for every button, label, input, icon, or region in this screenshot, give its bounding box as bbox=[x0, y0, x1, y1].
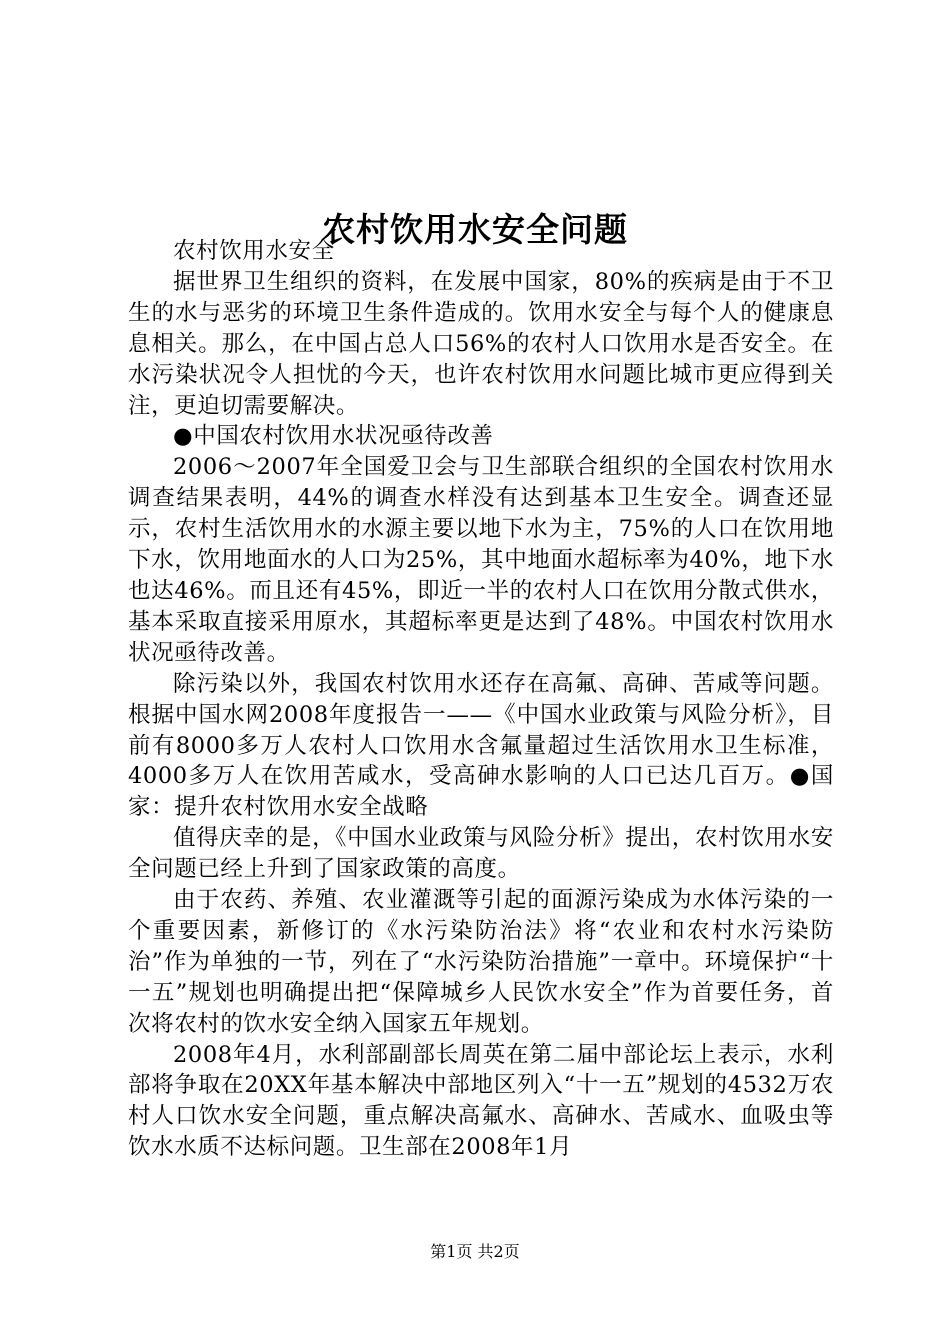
paragraph: 值得庆幸的是，《中国水业政策与风险分析》提出，农村饮用水安全问题已经上升到了国家政策的高度。 bbox=[128, 825, 834, 883]
page-footer: 第1页 共2页 bbox=[430, 1242, 520, 1261]
paragraph: 2006～2007年全国爱卫会与卫生部联合组织的全国农村饮用水调查结果表明，44%的调查水样没有达到基本卫生安全。调查还显示，农村生活饮用水的水源主要以地下水为主，75%的人口在饮用地下水，饮用地面水的人口为25%，其中地面水超标率为40%，地下水也达46%。而且还有45%，即近一半的农村人口在饮用分散式供水，基本采取直接采用原水，其超标率更是达到了48%。中国农村饮用水状况亟待改善。 bbox=[128, 454, 834, 666]
paragraph: 除污染以外，我国农村饮用水还存在高氟、高砷、苦咸等问题。根据中国水网2008年度报告一——《中国水业政策与风险分析》，目前有8000多万人农村人口饮用水含氟量超过生活饮用水卫生标准，4000多万人在饮用苦咸水，受高砷水影响的人口已达几百万。●国家：提升农村饮用水安全战略 bbox=[128, 670, 834, 821]
document-body bbox=[128, 236, 834, 1163]
paragraph: 2008年4月，水利部副部长周英在第二届中部论坛上表示，水利部将争取在20XX年基本解决中部地区列入“十一五”规划的4532万农村人口饮水安全问题，重点解决高氟水、高砷水、苦咸水、血吸虫等饮水水质不达标问题。卫生部在2008年1月 bbox=[128, 1041, 834, 1161]
paragraph: 据世界卫生组织的资料，在发展中国家，80%的疾病是由于不卫生的水与恶劣的环境卫生条件造成的。饮用水安全与每个人的健康息息相关。那么，在中国占总人口56%的农村人口饮用水是否安全。在水污染状况令人担忧的今天，也许农村饮用水问题比城市更应得到关注，更迫切需要解决。 bbox=[128, 268, 834, 419]
section-heading: ●中国农村饮用水状况亟待改善 bbox=[173, 423, 494, 450]
document-title: 农村饮用水安全问题 bbox=[322, 210, 628, 250]
paragraph-subtitle: 农村饮用水安全 bbox=[173, 238, 335, 264]
paragraph: 由于农药、养殖、农业灌溉等引起的面源污染成为水体污染的一个重要因素，新修订的《水污染防治法》将“农业和农村水污染防治”作为单独的一节，列在了“水污染防治措施”一章中。环境保护“十一五”规划也明确提出把“保障城乡人民饮水安全”作为首要任务，首次将农村的饮水安全纳入国家五年规划。 bbox=[128, 887, 834, 1037]
